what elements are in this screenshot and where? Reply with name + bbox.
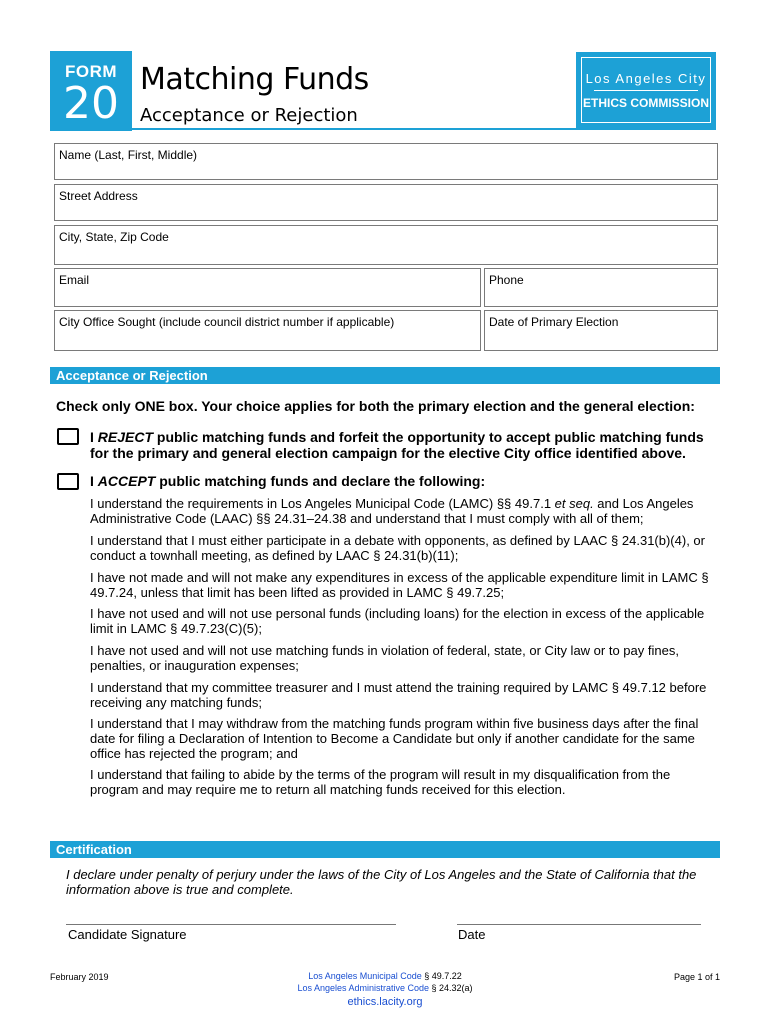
declaration-personal-funds: I have not used and will not use personal funds (including loans) for the election in excess of the applicable limit in LAMC § 49.7.23(C)(5); bbox=[90, 606, 705, 636]
reject-emphasis: REJECT bbox=[97, 429, 154, 445]
email-field[interactable] bbox=[54, 268, 481, 307]
street-address-label: Street Address bbox=[59, 189, 138, 203]
office-sought-field[interactable] bbox=[54, 310, 481, 351]
office-sought-label: City Office Sought (include council district number if applicable) bbox=[59, 315, 395, 329]
city-state-zip-label: City, State, Zip Code bbox=[59, 230, 169, 244]
accept-emphasis: ACCEPT bbox=[97, 473, 156, 489]
page-subtitle: Acceptance or Rejection bbox=[140, 105, 358, 126]
footer-reference-administrative: Los Angeles Administrative Code § 24.32(a) bbox=[297, 983, 473, 993]
accept-checkbox[interactable] bbox=[57, 473, 79, 490]
form-number: 20 bbox=[63, 78, 119, 129]
city-state-zip-field[interactable] bbox=[54, 225, 718, 265]
declaration-lamc-requirements: I understand the requirements in Los Angeles Municipal Code (LAMC) §§ 49.7.1 et seq. and Los Angeles Administrative Code (LAAC) §§ 24.31–24.38 and understand that I must comply with all of them; bbox=[90, 496, 694, 526]
declaration-withdrawal: I understand that I may withdraw from the matching funds program within five business days after the final date for filing a Declaration of Intention to Become a Candidate but only if another candidate for the same office has rejected the program; and bbox=[90, 716, 699, 761]
date-label: Date bbox=[458, 927, 486, 942]
phone-label: Phone bbox=[489, 273, 524, 287]
primary-election-date-field[interactable] bbox=[484, 310, 718, 351]
page-number: Page 1 of 1 bbox=[673, 972, 720, 982]
declaration-funds-use: I have not used and will not use matching funds in violation of federal, state, or City law or to pay fines, penalties, or inauguration expenses; bbox=[90, 643, 679, 673]
logo-commission-text: ETHICS COMMISSION bbox=[582, 96, 709, 110]
selection-instruction: Check only ONE box. Your choice applies for both the primary election and the general election: bbox=[56, 398, 695, 414]
certification-statement: I declare under penalty of perjury under the laws of the City of Los Angeles and the State of California that the information above is true and complete. bbox=[66, 867, 697, 897]
name-field[interactable] bbox=[54, 143, 718, 180]
date-line[interactable] bbox=[457, 924, 701, 925]
certification-section-heading: Certification bbox=[50, 841, 720, 858]
signature-line[interactable] bbox=[66, 924, 396, 925]
logo-frame bbox=[581, 57, 711, 123]
acceptance-section-heading: Acceptance or Rejection bbox=[50, 367, 720, 384]
declaration-expenditure-limit: I have not made and will not make any expenditures in excess of the applicable expenditure limit in LAMC § 49.7.24, unless that limit has been lifted as provided in LAMC § 49.7.25; bbox=[90, 570, 709, 600]
revision-date: February 2019 bbox=[50, 972, 109, 982]
page-title: Matching Funds bbox=[140, 62, 369, 97]
header-divider bbox=[132, 128, 716, 130]
logo-city-text: Los Angeles City bbox=[585, 71, 707, 86]
phone-field[interactable] bbox=[484, 268, 718, 307]
declaration-disqualification: I understand that failing to abide by the terms of the program will result in my disqualification from the program and may require me to return all matching funds received for this election. bbox=[90, 767, 671, 797]
signature-label: Candidate Signature bbox=[68, 927, 187, 942]
name-field-label: Name (Last, First, Middle) bbox=[59, 148, 198, 162]
reject-option-text: I REJECT public matching funds and forfeit the opportunity to accept public matching funds for the primary and general election campaign for the elective City office identified above. bbox=[90, 429, 704, 461]
declaration-debate: I understand that I must either participate in a debate with opponents, as defined by LAAC § 24.31(b)(4), or conduct a townhall meeting, as defined by LAAC § 24.31(b)(11); bbox=[90, 533, 705, 563]
street-address-field[interactable] bbox=[54, 184, 718, 221]
form-number-badge bbox=[50, 51, 132, 131]
reject-checkbox[interactable] bbox=[57, 428, 79, 445]
email-label: Email bbox=[59, 273, 90, 287]
declaration-training: I understand that my committee treasurer and I must attend the training required by LAMC § 49.7.12 before receiving any matching funds; bbox=[90, 680, 707, 710]
footer-reference-municipal: Los Angeles Municipal Code § 49.7.22 bbox=[308, 971, 462, 981]
primary-election-date-label: Date of Primary Election bbox=[489, 315, 619, 329]
logo-rule bbox=[594, 90, 698, 91]
municipal-code-link[interactable]: Los Angeles Municipal Code bbox=[308, 971, 422, 981]
website-link[interactable]: ethics.lacity.org bbox=[347, 996, 423, 1008]
accept-option-text: I ACCEPT public matching funds and declare the following: bbox=[90, 473, 486, 489]
form-label: FORM bbox=[64, 62, 118, 81]
ethics-commission-logo bbox=[576, 52, 716, 128]
administrative-code-link[interactable]: Los Angeles Administrative Code bbox=[297, 983, 430, 993]
